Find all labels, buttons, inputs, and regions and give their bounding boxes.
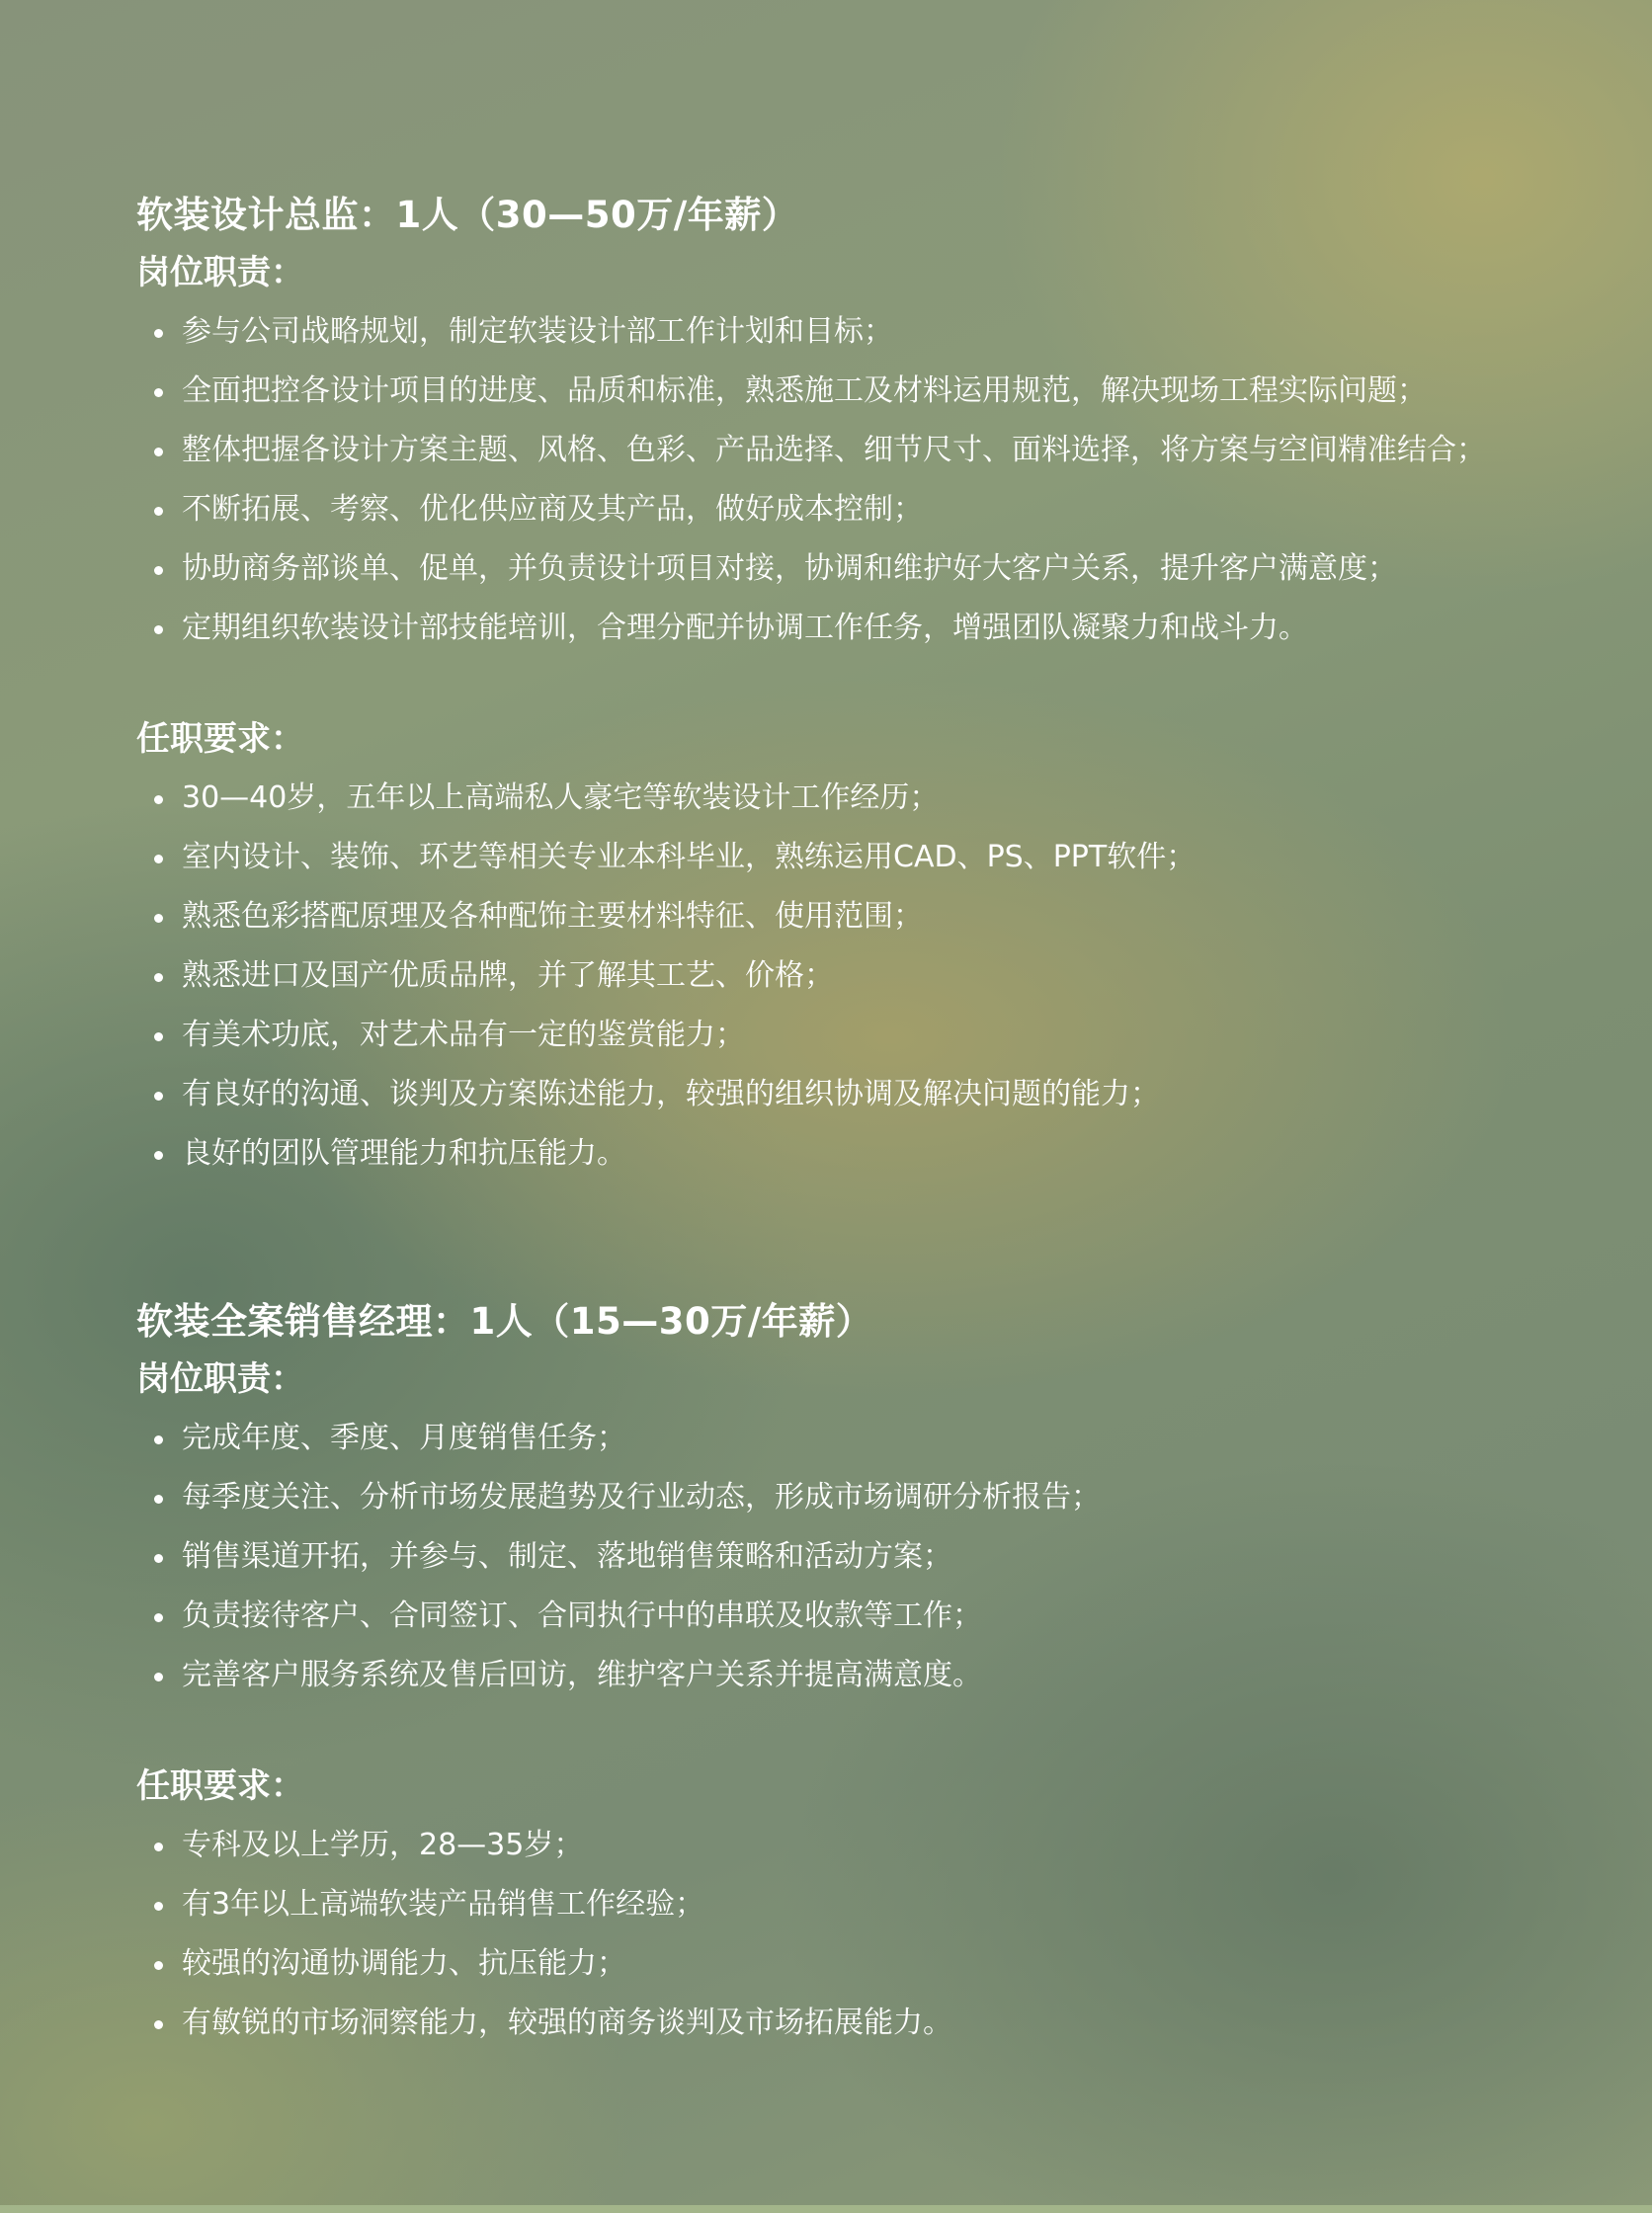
- list-item-text: 完成年度、季度、月度销售任务；: [182, 1421, 626, 1455]
- list-item: [136, 1646, 1599, 1705]
- bullet-dot: [154, 855, 163, 863]
- bullet-dot: [154, 388, 163, 397]
- list-item-text: 有良好的沟通、谈判及方案陈述能力，较强的组织协调及解决问题的能力；: [182, 1077, 1160, 1111]
- list-item-text: 熟悉进口及国产优质品牌，并了解其工艺、价格；: [182, 958, 834, 993]
- requirements-list: [136, 1816, 1599, 2053]
- list-item-text: 室内设计、装饰、环艺等相关专业本科毕业，熟练运用CAD、PS、PPT软件；: [182, 840, 1197, 874]
- list-item-text: 熟悉色彩搭配原理及各种配饰主要材料特征、使用范围；: [182, 899, 923, 934]
- list-item: [136, 1124, 1599, 1184]
- bullet-dot: [154, 1092, 163, 1101]
- requirements-heading: 任职要求：: [136, 719, 304, 759]
- list-item: [136, 887, 1599, 946]
- bullet-dot: [154, 1032, 163, 1041]
- bullet-dot: [154, 507, 163, 516]
- duties-heading: 岗位职责：: [136, 253, 304, 292]
- list-item-text: 每季度关注、分析市场发展趋势及行业动态，形成市场调研分析报告；: [182, 1480, 1101, 1515]
- list-item: [136, 539, 1599, 599]
- list-item: [136, 1409, 1599, 1468]
- list-item: [136, 1816, 1599, 1875]
- job-title: 软装设计总监：1人（30—50万/年薪）: [136, 194, 799, 236]
- list-item: [136, 1875, 1599, 1934]
- list-item: [136, 302, 1599, 362]
- list-item-text: 协助商务部谈单、促单，并负责设计项目对接，协调和维护好大客户关系，提升客户满意度；: [182, 551, 1397, 586]
- list-item: [136, 362, 1599, 421]
- list-item: [136, 1006, 1599, 1065]
- list-item: [136, 599, 1599, 658]
- bullet-dot: [154, 1554, 163, 1563]
- job-postings: [136, 188, 1599, 2053]
- list-item: [136, 1587, 1599, 1646]
- bullet-dot: [154, 1613, 163, 1622]
- bottom-border: [0, 2205, 1652, 2213]
- list-item: [136, 480, 1599, 539]
- list-item-text: 销售渠道开拓，并参与、制定、落地销售策略和活动方案；: [182, 1539, 952, 1574]
- bullet-dot: [154, 1902, 163, 1911]
- list-item-text: 30—40岁，五年以上高端私人豪宅等软装设计工作经历；: [182, 780, 940, 815]
- bullet-dot: [154, 1495, 163, 1504]
- bullet-dot: [154, 1961, 163, 1970]
- list-item-text: 有3年以上高端软装产品销售工作经验；: [182, 1887, 705, 1922]
- job-title: 软装全案销售经理：1人（15—30万/年薪）: [136, 1300, 873, 1343]
- list-item-text: 较强的沟通协调能力、抗压能力；: [182, 1946, 626, 1981]
- list-item-text: 全面把控各设计项目的进度、品质和标准，熟悉施工及材料运用规范，解决现场工程实际问题；: [182, 373, 1427, 408]
- list-item-text: 专科及以上学历，28—35岁；: [182, 1828, 584, 1862]
- list-item: [136, 946, 1599, 1006]
- position-design-director: [136, 188, 1599, 1184]
- bullet-dot: [154, 973, 163, 982]
- list-item: [136, 1994, 1599, 2053]
- duties-heading: 岗位职责：: [136, 1359, 304, 1399]
- bullet-dot: [154, 1673, 163, 1681]
- bullet-dot: [154, 329, 163, 338]
- position-sales-manager: [136, 1294, 1599, 2053]
- list-item: [136, 1527, 1599, 1587]
- bullet-dot: [154, 448, 163, 456]
- list-item: [136, 1065, 1599, 1124]
- list-item-text: 有敏锐的市场洞察能力，较强的商务谈判及市场拓展能力。: [182, 2006, 952, 2040]
- list-item-text: 整体把握各设计方案主题、风格、色彩、产品选择、细节尺寸、面料选择，将方案与空间精准结合；: [182, 433, 1486, 467]
- list-item: [136, 828, 1599, 887]
- list-item: [136, 1468, 1599, 1527]
- duties-list: [136, 302, 1599, 658]
- list-item: [136, 421, 1599, 480]
- list-item-text: 不断拓展、考察、优化供应商及其产品，做好成本控制；: [182, 492, 923, 527]
- duties-list: [136, 1409, 1599, 1705]
- list-item: [136, 1934, 1599, 1994]
- list-item-text: 良好的团队管理能力和抗压能力。: [182, 1136, 626, 1171]
- list-item-text: 定期组织软装设计部技能培训，合理分配并协调工作任务，增强团队凝聚力和战斗力。: [182, 611, 1308, 645]
- bullet-dot: [154, 2020, 163, 2029]
- bullet-dot: [154, 914, 163, 923]
- bullet-dot: [154, 1843, 163, 1851]
- list-item-text: 参与公司战略规划，制定软装设计部工作计划和目标；: [182, 314, 893, 349]
- requirements-list: [136, 769, 1599, 1184]
- bullet-dot: [154, 1435, 163, 1444]
- bullet-dot: [154, 566, 163, 575]
- bullet-dot: [154, 795, 163, 804]
- list-item-text: 完善客户服务系统及售后回访，维护客户关系并提高满意度。: [182, 1658, 982, 1692]
- bullet-dot: [154, 1151, 163, 1160]
- list-item: [136, 769, 1599, 828]
- requirements-heading: 任职要求：: [136, 1766, 304, 1806]
- list-item-text: 有美术功底，对艺术品有一定的鉴赏能力；: [182, 1018, 745, 1052]
- bullet-dot: [154, 625, 163, 634]
- list-item-text: 负责接待客户、合同签订、合同执行中的串联及收款等工作；: [182, 1598, 982, 1633]
